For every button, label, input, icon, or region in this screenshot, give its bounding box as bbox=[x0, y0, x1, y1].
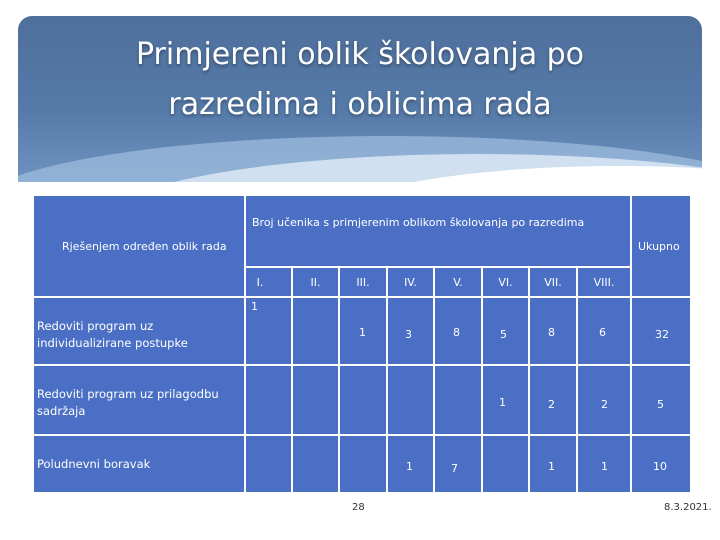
footer-date: 8.3.2021. bbox=[664, 502, 712, 513]
table-cell bbox=[293, 298, 338, 364]
table-value: 1 bbox=[601, 460, 608, 473]
table-value: 5 bbox=[657, 398, 664, 411]
slide-title bbox=[40, 30, 680, 130]
table-value: 32 bbox=[655, 328, 669, 341]
table-cell bbox=[435, 436, 481, 492]
table-cell bbox=[340, 366, 386, 434]
table-value: 1 bbox=[406, 460, 413, 473]
table-value: 8 bbox=[548, 326, 555, 339]
table-value: 7 bbox=[451, 462, 458, 475]
table-header-form: Rješenjem određen oblik rada bbox=[62, 240, 227, 253]
row-label: Poludnevni boravak bbox=[37, 457, 151, 471]
table-cell bbox=[435, 366, 481, 434]
grade-label: III. bbox=[356, 276, 370, 289]
table-value: 2 bbox=[548, 398, 555, 411]
grade-label: II. bbox=[310, 276, 321, 289]
table-value: 1 bbox=[499, 396, 506, 409]
row-label: Redoviti program uz individualizirane postupke bbox=[37, 319, 188, 350]
grade-label: VII. bbox=[544, 276, 562, 289]
table-value: 10 bbox=[653, 460, 667, 473]
grade-label: VI. bbox=[498, 276, 513, 289]
footer-total: 28 bbox=[352, 502, 365, 513]
grade-label: VIII. bbox=[593, 276, 615, 289]
row-label: Redoviti program uz prilagodbu sadržaja bbox=[37, 387, 219, 418]
table-value: 2 bbox=[601, 398, 608, 411]
grade-label: IV. bbox=[404, 276, 417, 289]
table-cell bbox=[293, 366, 338, 434]
table-header-total: Ukupno bbox=[638, 240, 680, 253]
grade-label: V. bbox=[453, 276, 463, 289]
table-value: 5 bbox=[500, 328, 507, 341]
table-cell bbox=[388, 366, 433, 434]
table-value: 1 bbox=[359, 326, 366, 339]
table-value: 1 bbox=[548, 460, 555, 473]
slide-title-line2: razredima i oblicima rada bbox=[168, 87, 552, 122]
table-cell bbox=[340, 436, 386, 492]
grade-label: I. bbox=[256, 276, 264, 289]
slide-title-line1: Primjereni oblik školovanja po bbox=[135, 37, 585, 72]
header-grades-title-cell bbox=[246, 196, 630, 266]
table-value: 3 bbox=[405, 328, 412, 341]
table-cell bbox=[246, 436, 291, 492]
table-value: 1 bbox=[251, 300, 258, 313]
table-cell bbox=[293, 436, 338, 492]
table-value: 6 bbox=[599, 326, 606, 339]
table-value: 8 bbox=[453, 326, 460, 339]
table-cell bbox=[246, 366, 291, 434]
table-header-grades-title: Broj učenika s primjerenim oblikom školovanja po razredima bbox=[252, 216, 585, 229]
table-cell bbox=[483, 436, 528, 492]
